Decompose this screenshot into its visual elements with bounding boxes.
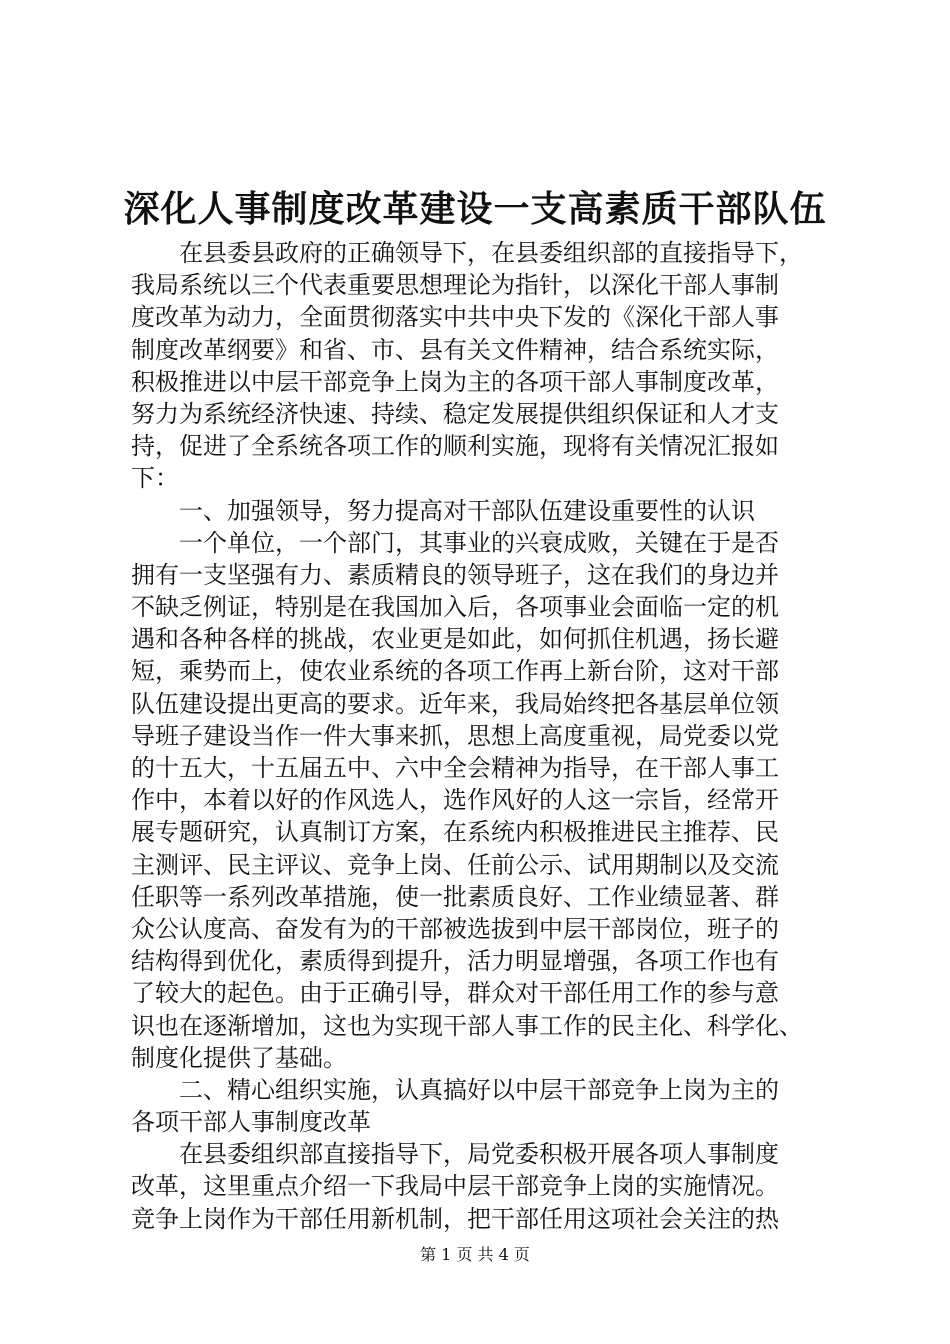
- body-line: 竞争上岗作为干部任用新机制，把干部任用这项社会关注的热: [131, 1204, 779, 1233]
- body-line: 度改革为动力，全面贯彻落实中共中央下发的《深化干部人事: [131, 303, 779, 332]
- body-line: 短，乘势而上，使农业系统的各项工作再上新台阶，这对干部: [131, 657, 779, 686]
- body-line: 拥有一支坚强有力、素质精良的领导班子，这在我们的身边并: [131, 560, 779, 589]
- body-line: 不缺乏例证，特别是在我国加入后，各项事业会面临一定的机: [131, 593, 779, 622]
- body-line: 积极推进以中层干部竞争上岗为主的各项干部人事制度改革，: [131, 367, 779, 396]
- section-heading: 一、加强领导，努力提高对干部队伍建设重要性的认识: [179, 496, 755, 525]
- body-line: 制度化提供了基础。: [131, 1043, 347, 1072]
- body-line: 下：: [131, 464, 179, 493]
- body-line: 众公认度高、奋发有为的干部被选拔到中层干部岗位，班子的: [131, 914, 779, 943]
- body-line: 持，促进了全系统各项工作的顺利实施，现将有关情况汇报如: [131, 432, 779, 461]
- body-line: 在县委组织部直接指导下，局党委积极开展各项人事制度: [179, 1140, 779, 1169]
- body-line: 结构得到优化，素质得到提升，活力明显增强，各项工作也有: [131, 947, 779, 976]
- body-line: 队伍建设提出更高的要求。近年来，我局始终把各基层单位领: [131, 689, 779, 718]
- body-line: 作中，本着以好的作风选人，选作风好的人这一宗旨，经常开: [131, 786, 779, 815]
- body-line: 任职等一系列改革措施，使一批素质良好、工作业绩显著、群: [131, 882, 779, 911]
- body-line: 识也在逐渐增加，这也为实现干部人事工作的民主化、科学化、: [131, 1011, 803, 1040]
- body-line: 改革，这里重点介绍一下我局中层干部竞争上岗的实施情况。: [131, 1172, 779, 1201]
- body-line: 努力为系统经济快速、持续、稳定发展提供组织保证和人才支: [131, 399, 779, 428]
- page-number: 第 1 页 共 4 页: [420, 1245, 530, 1264]
- body-line: 遇和各种各样的挑战，农业更是如此，如何抓住机遇，扬长避: [131, 625, 779, 654]
- body-line: 展专题研究，认真制订方案，在系统内积极推进民主推荐、民: [131, 818, 779, 847]
- document-body: [131, 237, 851, 1235]
- section-heading: 各项干部人事制度改革: [131, 1108, 371, 1137]
- body-line: 在县委县政府的正确领导下，在县委组织部的直接指导下，: [179, 239, 803, 267]
- document-title: 深化人事制度改革建设一支高素质干部队伍: [123, 188, 827, 230]
- body-line: 我局系统以三个代表重要思想理论为指针，以深化干部人事制: [131, 271, 779, 300]
- body-line: 制度改革纲要》和省、市、县有关文件精神，结合系统实际，: [131, 335, 779, 364]
- body-line: 一个单位，一个部门，其事业的兴衰成败，关键在于是否: [179, 528, 779, 557]
- body-line: 导班子建设当作一件大事来抓，思想上高度重视，局党委以党: [131, 721, 779, 750]
- section-heading: 二、精心组织实施，认真搞好以中层干部竞争上岗为主的: [179, 1075, 779, 1104]
- body-line: 了较大的起色。由于正确引导，群众对干部任用工作的参与意: [131, 979, 779, 1008]
- body-line: 主测评、民主评议、竞争上岗、任前公示、试用期制以及交流: [131, 850, 779, 879]
- body-line: 的十五大，十五届五中、六中全会精神为指导，在干部人事工: [131, 754, 779, 782]
